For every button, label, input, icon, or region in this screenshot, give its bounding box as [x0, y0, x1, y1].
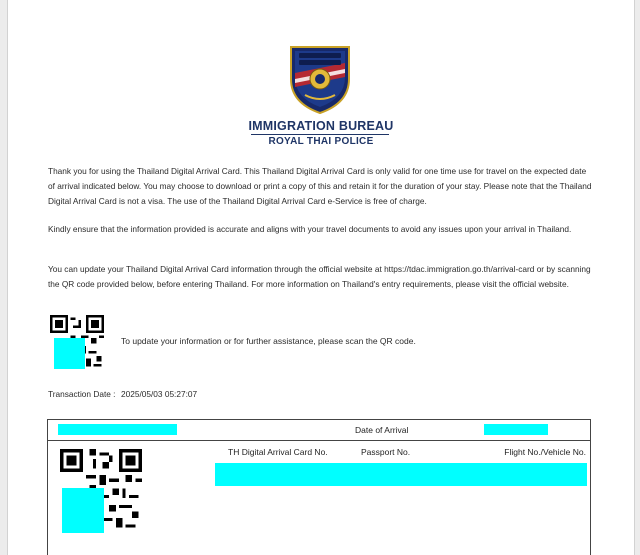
title-divider: [251, 134, 389, 135]
page-subtitle: ROYAL THAI POLICE: [268, 136, 374, 147]
intro-paragraph: Thank you for using the Thailand Digital Arrival Card. This Thailand Digital Arrival Card is only valid for one time use for travel on the expected date of arrival indicated below. You may choose to download or print a copy of this and retain it for the duration of your stay. Please note that the Thailand Digital Arrival Card is not a visa. The use of the Thailand Digital Arrival Card e-Service is free of charge.: [48, 166, 592, 206]
date-of-arrival-label: Date of Arrival: [355, 425, 409, 435]
redaction-block: [484, 424, 548, 435]
th-card-number-label: TH Digital Arrival Card No.: [228, 447, 328, 457]
qr-hint-text: To update your information or for further assistance, please scan the QR code.: [121, 336, 416, 346]
royal-thai-police-emblem-icon: [287, 43, 353, 115]
redaction-block: [215, 463, 587, 486]
redaction-block: [58, 424, 177, 435]
transaction-date-label: Transaction Date :: [48, 389, 116, 399]
arrival-card-table: [47, 419, 591, 555]
update-qr-code[interactable]: [50, 315, 104, 369]
transaction-date-value: 2025/05/03 05:27:07: [121, 389, 198, 399]
redaction-block: [54, 338, 85, 369]
page-title: IMMIGRATION BUREAU: [248, 119, 394, 133]
arrival-card-qr-code[interactable]: [60, 447, 142, 533]
passport-number-label: Passport No.: [361, 447, 411, 457]
flight-vehicle-number-label: Flight No./Vehicle No.: [504, 447, 586, 457]
document-page: [7, 0, 635, 555]
accuracy-paragraph: Kindly ensure that the information provided is accurate and aligns with your travel documents to avoid any issues upon your arrival in Thailand.: [48, 224, 572, 234]
table-divider: [48, 440, 590, 441]
redaction-block: [62, 488, 104, 533]
update-paragraph: You can update your Thailand Digital Arrival Card information through the official website at https://tdac.immigration.go.th/arrival-card or by scanning the QR code provided below, before entering Thailand. For more information on Thailand's entry requirements, please visit the official website.: [48, 264, 591, 289]
